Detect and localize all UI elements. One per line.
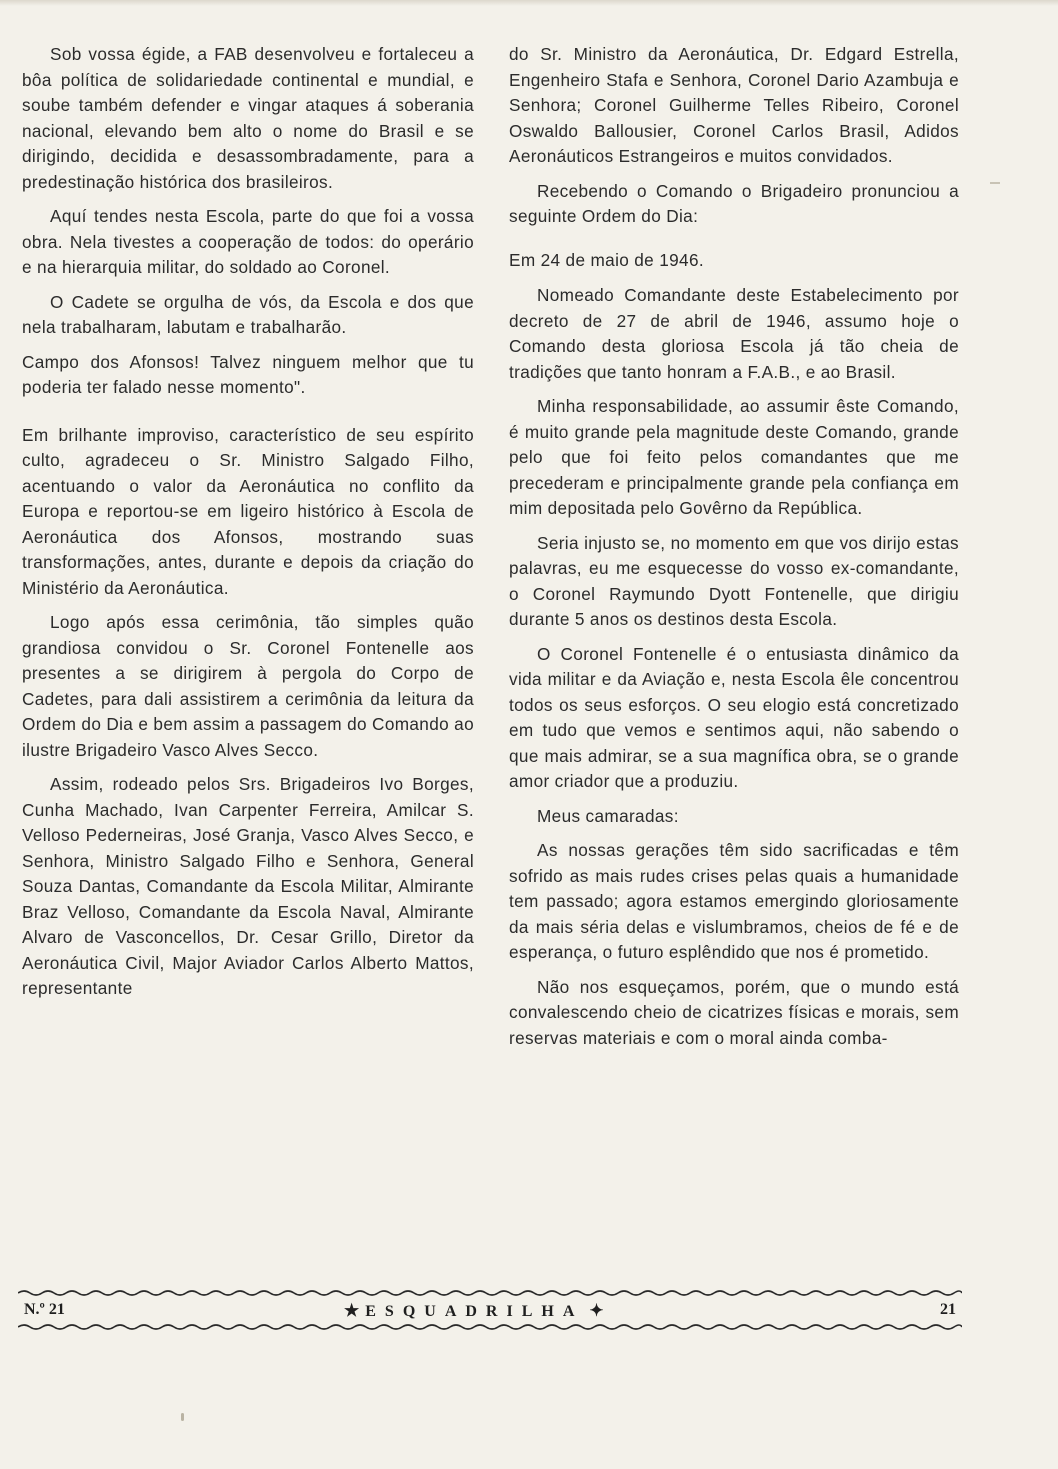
- right-column: [509, 42, 959, 1060]
- wavy-rule-bottom: [18, 1323, 962, 1331]
- magazine-masthead: [344, 1301, 684, 1321]
- footer-text-row: [18, 1299, 962, 1323]
- print-mark: [990, 182, 1000, 184]
- salutation: Meus camaradas:: [537, 805, 679, 826]
- issue-number: N.º 21: [24, 1301, 65, 1318]
- paragraph: do Sr. Ministro da Aeronáutica, Dr. Edgard Estrella, Engenheiro Stafa e Senhora, Coronel Dario Azambuja e Senhora; Coronel Guilherme Telles Ribeiro, Coronel Oswaldo Ballousier, Coronel Carlos Brasil, Adidos Aeronáuticos Estrangeiros e muitos convidados.: [509, 44, 959, 166]
- paragraph: Sob vossa égide, a FAB desenvolveu e fortaleceu a bôa política de solidariedade continental e mundial, e soube também defender e vingar ataques á soberania nacional, elevando bem alto o nome do Brasil e se dirigindo, decidida e desassombradamente, para a predestinação histórica dos brasileiros.: [22, 44, 474, 192]
- paragraph: Assim, rodeado pelos Srs. Brigadeiros Ivo Borges, Cunha Machado, Ivan Carpenter Ferreira, Amilcar S. Velloso Pederneiras, José Granja, Vasco Alves Secco, e Senhora, Ministro Salgado Filho e Senhora, General Souza Dantas, Comandante da Escola Militar, Almirante Braz Velloso, Comandante da Escola Naval, Almirante Alvaro de Vasconcellos, Dr. Cesar Grillo, Diretor da Aeronáutica Civil, Major Aviador Carlos Alberto Mattos, representante: [22, 774, 474, 998]
- paragraph: Não nos esqueçamos, porém, que o mundo está convalescendo cheio de cicatrizes físicas e morais, sem reservas materiais e com o moral ainda comba-: [509, 976, 959, 1048]
- paragraph: Logo após essa cerimônia, tão simples quão grandiosa convidou o Sr. Coronel Fontenelle aos presentes a se dirigirem à pergola do Corpo de Cadetes, para dali assistirem a cerimônia da leitura da Ordem do Dia e bem assim a passagem do Comando ao ilustre Brigadeiro Vasco Alves Secco.: [22, 612, 474, 760]
- paragraph: O Coronel Fontenelle é o entusiasta dinâmico da vida militar e da Aviação e, nesta Escola êle concentrou todos os seus esforços. O seu elogio está concretizado em tudo que vemos e sentimos aqui, não sabendo o que mais admirar, se a sua magnífica obra, se o grande amor criador que a produziu.: [509, 643, 959, 791]
- order-date: Em 24 de maio de 1946.: [509, 249, 704, 270]
- page-top-edge: [0, 0, 1058, 6]
- paragraph: O Cadete se orgulha de vós, da Escola e dos que nela trabalharam, labutam e trabalharão.: [22, 291, 474, 337]
- paper-speck: [181, 1413, 184, 1421]
- paragraph: Aquí tendes nesta Escola, parte do que foi a vossa obra. Nela tivestes a cooperação de todos: do operário e na hierarquia militar, do soldado ao Coronel.: [22, 206, 474, 277]
- paragraph: Seria injusto se, no momento em que vos dirijo estas palavras, eu me esquecesse do vosso ex-comandante, o Coronel Raymundo Dyott Fontenelle, que dirigiu durante 5 anos os destinos desta Escola.: [509, 532, 959, 629]
- wavy-rule-top: [18, 1289, 962, 1297]
- paragraph: Campo dos Afonsos! Talvez ninguem melhor que tu poderia ter falado nesse momento".: [22, 351, 474, 397]
- paragraph: Minha responsabilidade, ao assumir êste Comando, é muito grande pela magnitude deste Comando, grande pelo que foi feito pelos comandantes que me precederam e principalmente grande pela confiança em mim depositada pelo Govêrno da República.: [509, 396, 959, 518]
- paragraph: Recebendo o Comando o Brigadeiro pronunciou a seguinte Ordem do Dia:: [509, 180, 959, 226]
- star-icon: ★: [344, 1301, 360, 1320]
- left-column: [22, 42, 474, 1011]
- page-footer: [18, 1289, 962, 1341]
- star-icon: ✦: [589, 1301, 604, 1320]
- paragraph: Nomeado Comandante deste Estabelecimento por decreto de 27 de abril de 1946, assumo hoje o Comando desta gloriosa Escola já tão cheia de tradições que tanto honram a F.A.B., e ao Brasil.: [509, 285, 959, 382]
- paragraph: As nossas gerações têm sido sacrificadas e têm sofrido as mais rudes crises pelas quais a humanidade tem passado; agora estamos emergindo gloriosamente da mais séria delas e vislumbramos, cheios de fé e de esperança, o futuro esplêndido que nos é prometido.: [509, 840, 959, 962]
- page-number: 21: [940, 1301, 956, 1318]
- magazine-title: ESQUADRILHA: [365, 1303, 584, 1320]
- paragraph: Em brilhante improviso, característico de seu espírito culto, agradeceu o Sr. Ministro Salgado Filho, acentuando o valor da Aeronáutica no conflito da Europa e reportou-se em ligeiro histórico à Escola de Aeronáutica dos Afonsos, mostrando suas transformações, antes, durante e depois da criação do Ministério da Aeronáutica.: [22, 424, 474, 598]
